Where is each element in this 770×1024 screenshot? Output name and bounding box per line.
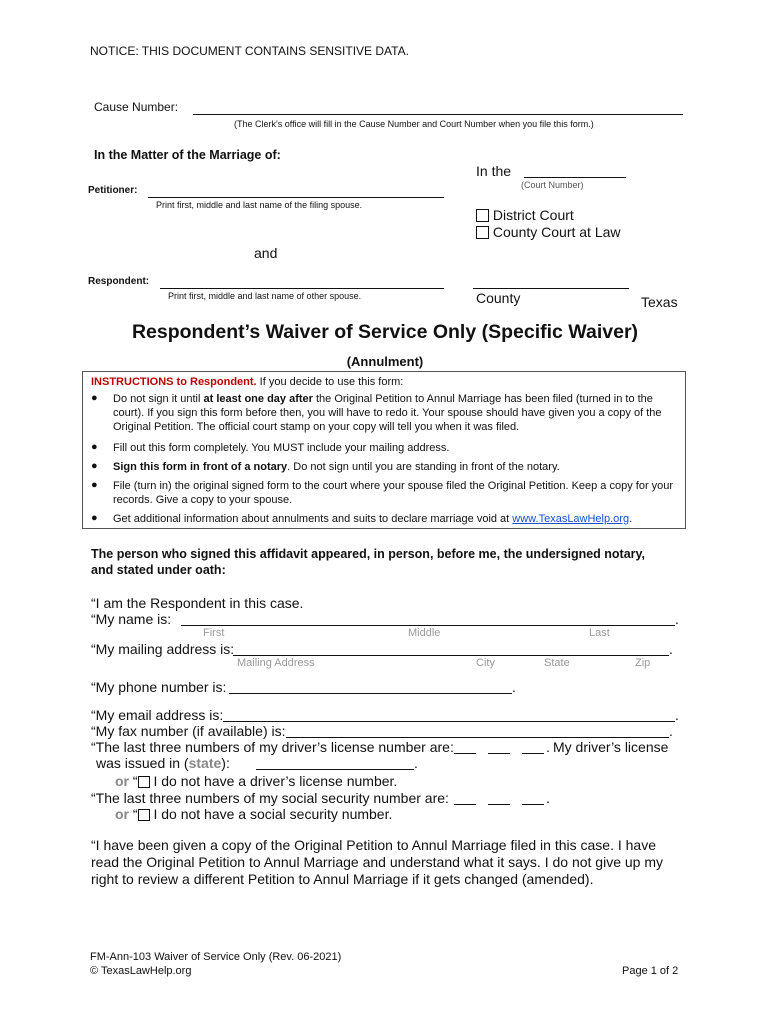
county-label: County — [476, 290, 521, 306]
affidavit-intro-line-1: The person who signed this affidavit appeared, in person, before me, the undersigned notary, — [91, 547, 646, 561]
ssn-period: . — [546, 790, 550, 806]
issued-in-text: was issued in ( — [96, 755, 189, 771]
address-period: . — [669, 641, 673, 657]
petition-paragraph-line-2: read the Original Petition to Annul Marriage and understand what it says. I do not give up my — [91, 854, 663, 870]
email-label: “My email address is: — [91, 707, 224, 723]
ssn-digit-1-field[interactable] — [454, 804, 476, 805]
petition-paragraph-line-1: “I have been given a copy of the Original Petition to Annul Marriage filed in this case. I have — [91, 837, 656, 853]
form-title: Respondent’s Waiver of Service Only (Specific Waiver) — [131, 321, 639, 343]
instructions-heading-rest: If you decide to use this form: — [256, 376, 404, 388]
respondent-hint: Print first, middle and last name of other spouse. — [168, 291, 362, 301]
phone-label: “My phone number is: — [91, 679, 227, 695]
bullet-icon: ● — [91, 441, 98, 453]
and-text: and — [254, 245, 278, 261]
ssn-label: “The last three numbers of my social security number are: — [91, 790, 449, 806]
in-the-label: In the — [476, 163, 512, 179]
name-last-label: Last — [589, 627, 610, 639]
instruction-3-bold: Sign this form in front of a notary — [113, 461, 288, 473]
no-ssn-option[interactable]: or “ I do not have a social security number. — [115, 806, 393, 822]
court-number-label: (Court Number) — [521, 180, 584, 190]
cause-number-field[interactable] — [193, 114, 683, 115]
instruction-5-pre: Get additional information about annulments and suits to declare marriage void at — [113, 513, 513, 525]
dl-state-period: . — [414, 755, 418, 771]
email-period: . — [675, 707, 679, 723]
instruction-item-2: Fill out this form completely. You MUST include your mailing address. — [113, 442, 450, 454]
ssn-digit-3-field[interactable] — [522, 804, 544, 805]
email-field[interactable] — [223, 721, 675, 722]
instruction-5-post: . — [629, 513, 633, 525]
instructions-box — [82, 371, 686, 529]
form-subtitle: (Annulment) — [346, 354, 424, 369]
state-word: state — [188, 755, 222, 771]
dl-digit-3-field[interactable] — [522, 753, 544, 754]
or-text: or — [115, 773, 129, 789]
name-first-label: First — [203, 627, 225, 639]
dl-state-field[interactable] — [256, 769, 414, 770]
instruction-item-1 — [113, 392, 683, 434]
district-court-option[interactable] — [476, 207, 574, 223]
county-name-field[interactable] — [473, 288, 629, 289]
county-court-checkbox[interactable] — [476, 226, 489, 239]
drivers-license-label: “The last three numbers of my driver’s license number are: — [91, 739, 454, 755]
page-number: Page 1 of 2 — [622, 965, 679, 977]
address-state-label: State — [544, 657, 570, 669]
name-period: . — [675, 611, 679, 627]
no-ssn-checkbox[interactable] — [138, 809, 150, 821]
bullet-icon: ● — [91, 512, 98, 524]
petition-paragraph-line-3: right to review a different Petition to Annul Marriage if it gets changed (amended). — [91, 871, 594, 887]
instruction-item-4: File (turn in) the original signed form to the court where your spouse filed the Original Petition. Keep a copy for your records. Give a copy to your spouse. — [113, 480, 674, 506]
dl-digit-2-field[interactable] — [488, 753, 510, 754]
dl-period: . — [546, 739, 550, 755]
mailing-address-field[interactable] — [233, 655, 669, 656]
instruction-1-post: the Original Petition to Annul Marriage has been filed (turned in to the court). If you sign this form before then, you will have to redo it. Your spouse should have given you a copy of the Original Petition. The official court stamp on your copy will tell you when it was filed. — [113, 393, 662, 433]
county-court-option[interactable] — [476, 224, 621, 240]
instructions-heading: INSTRUCTIONS to Respondent. — [91, 376, 257, 388]
state-label: Texas — [641, 294, 678, 310]
address-mailing-label: Mailing Address — [237, 657, 315, 669]
dl-digit-1-field[interactable] — [454, 753, 476, 754]
respondent-statement: “I am the Respondent in this case. — [91, 595, 304, 611]
sensitive-data-notice: NOTICE: THIS DOCUMENT CONTAINS SENSITIVE DATA. — [90, 44, 409, 58]
no-drivers-license-label: I do not have a driver’s license number. — [153, 773, 398, 789]
respondent-label: Respondent: — [88, 276, 150, 287]
fax-label: “My fax number (if available) is: — [91, 723, 286, 739]
no-drivers-license-option[interactable]: or “ I do not have a driver’s license number. — [115, 773, 398, 789]
cause-number-label: Cause Number: — [94, 100, 179, 114]
county-court-label: County Court at Law — [492, 224, 621, 240]
district-court-checkbox[interactable] — [476, 209, 489, 222]
issued-in-post: ): — [221, 755, 230, 771]
dl-state-pre: My driver’s license — [553, 739, 669, 755]
instruction-1-pre: Do not sign it until — [113, 393, 204, 405]
mailing-address-label: “My mailing address is: — [91, 641, 235, 657]
form-id: FM-Ann-103 Waiver of Service Only (Rev. 06-2021) — [90, 951, 342, 963]
court-number-field[interactable] — [524, 177, 626, 178]
address-zip-label: Zip — [635, 657, 651, 669]
district-court-label: District Court — [492, 207, 574, 223]
cause-number-note: (The Clerk's office will fill in the Cause Number and Court Number when you file this form.) — [234, 119, 594, 129]
respondent-name-field[interactable] — [160, 288, 444, 289]
instruction-1-bold: at least one day after — [203, 393, 313, 405]
address-city-label: City — [476, 657, 495, 669]
bullet-icon: ● — [91, 479, 98, 491]
name-label: “My name is: — [91, 611, 172, 627]
instruction-3-post: . Do not sign until you are standing in front of the notary. — [287, 461, 560, 473]
phone-period: . — [512, 679, 516, 695]
fax-period: . — [669, 723, 673, 739]
no-drivers-license-checkbox[interactable] — [138, 776, 150, 788]
petitioner-name-field[interactable] — [148, 197, 444, 198]
phone-field[interactable] — [229, 693, 512, 694]
instruction-item-5 — [113, 512, 683, 526]
instruction-item-3 — [113, 460, 683, 474]
ssn-digit-2-field[interactable] — [488, 804, 510, 805]
affidavit-intro-line-2: and stated under oath: — [91, 563, 226, 577]
copyright: © TexasLawHelp.org — [90, 965, 192, 977]
name-middle-label: Middle — [408, 627, 441, 639]
name-field[interactable] — [181, 625, 675, 626]
matter-title: In the Matter of the Marriage of: — [94, 148, 281, 162]
no-ssn-label: I do not have a social security number. — [153, 806, 393, 822]
dl-issued-in-line — [96, 755, 230, 771]
fax-field[interactable] — [286, 737, 669, 738]
texaslawhelp-link[interactable]: www.TexasLawHelp.org — [512, 513, 630, 525]
bullet-icon: ● — [91, 392, 98, 404]
instructions-heading-line — [91, 376, 403, 388]
petitioner-label: Petitioner: — [88, 185, 138, 196]
or-text: or — [115, 806, 129, 822]
petitioner-hint: Print first, middle and last name of the filing spouse. — [156, 200, 363, 210]
bullet-icon: ● — [91, 460, 98, 472]
